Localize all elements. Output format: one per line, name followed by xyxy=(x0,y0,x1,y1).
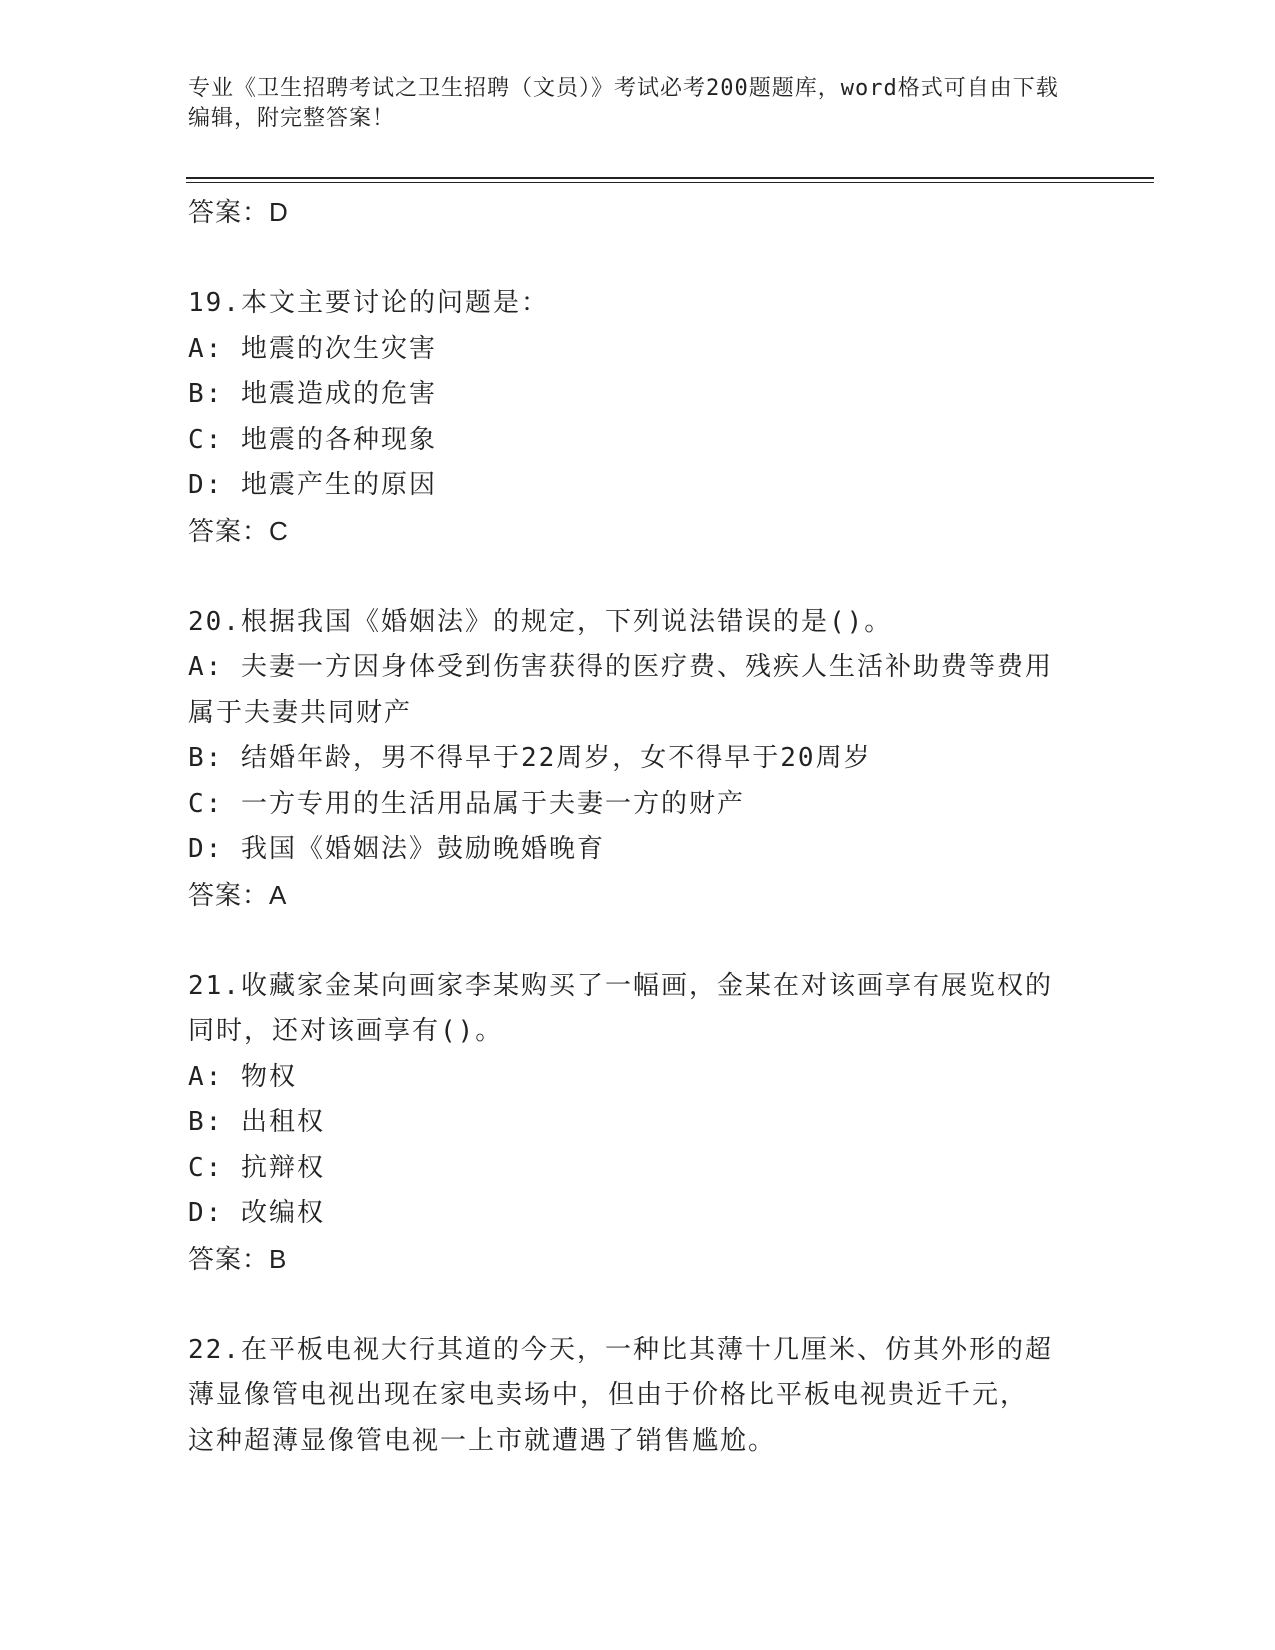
option-d: D: 地震产生的原因 xyxy=(188,470,437,500)
answer: 答案：C xyxy=(188,515,289,546)
option-a: A: 夫妻一方因身体受到伤害获得的医疗费、残疾人生活补助费等费用 xyxy=(188,652,1053,682)
answer: 答案：A xyxy=(188,879,288,910)
option-a-continued: 属于夫妻共同财产 xyxy=(188,697,413,728)
question-stem-continued: 这种超薄显像管电视一上市就遭遇了销售尴尬。 xyxy=(188,1425,777,1456)
option-c: C: 地震的各种现象 xyxy=(188,424,437,455)
spacer xyxy=(188,554,1088,600)
question-20 xyxy=(188,600,1088,919)
option-b: B: 出租权 xyxy=(188,1107,325,1137)
question-19 xyxy=(188,281,1088,554)
answer-previous: 答案：D xyxy=(188,197,289,227)
question-stem: 19.本文主要讨论的问题是： xyxy=(188,288,549,318)
question-stem: 20.根据我国《婚姻法》的规定，下列说法错误的是()。 xyxy=(188,606,893,637)
document-header xyxy=(188,74,1068,134)
question-stem-continued: 同时，还对该画享有()。 xyxy=(188,1016,504,1046)
spacer xyxy=(188,1282,1088,1328)
header-divider-thin xyxy=(186,182,1154,183)
option-d: D: 改编权 xyxy=(188,1198,325,1228)
option-b: B: 结婚年龄，男不得早于22周岁，女不得早于20周岁 xyxy=(188,743,872,773)
header-text: 专业《卫生招聘考试之卫生招聘（文员）》考试必考200题题库，word格式可自由下载编辑，附完整答案！ xyxy=(188,76,1059,131)
option-a: A: 物权 xyxy=(188,1061,297,1092)
question-stem: 21.收藏家金某向画家李某购买了一幅画，金某在对该画享有展览权的 xyxy=(188,970,1053,1001)
option-d: D: 我国《婚姻法》鼓励晚婚晚育 xyxy=(188,834,605,864)
spacer xyxy=(188,236,1088,282)
spacer xyxy=(188,918,1088,964)
option-b: B: 地震造成的危害 xyxy=(188,379,437,409)
option-c: C: 一方专用的生活用品属于夫妻一方的财产 xyxy=(188,788,745,819)
answer: 答案：B xyxy=(188,1243,288,1274)
option-c: C: 抗辩权 xyxy=(188,1152,325,1183)
question-21 xyxy=(188,964,1088,1283)
header-divider-thick xyxy=(186,177,1154,179)
question-22 xyxy=(188,1328,1088,1465)
question-stem-continued: 薄显像管电视出现在家电卖场中，但由于价格比平板电视贵近千元， xyxy=(188,1380,1029,1410)
document-body xyxy=(188,190,1088,1464)
option-a: A: 地震的次生灾害 xyxy=(188,333,437,364)
question-stem: 22.在平板电视大行其道的今天，一种比其薄十几厘米、仿其外形的超 xyxy=(188,1334,1053,1365)
